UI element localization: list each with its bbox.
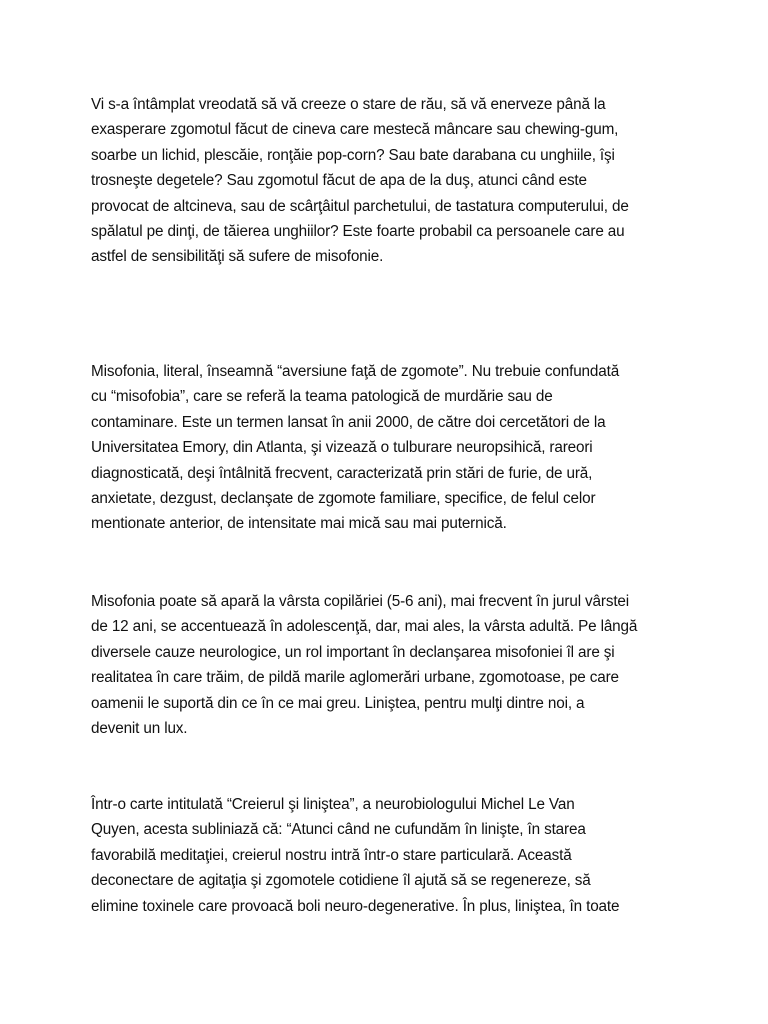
text-line: favorabilă meditaţiei, creierul nostru intră într-o stare particulară. Această: [91, 846, 572, 864]
text-line: deconectare de agitaţia şi zgomotele cotidiene îl ajută să se regenereze, să: [91, 872, 591, 890]
text-line: de 12 ani, se accentuează în adolescenţă, dar, mai ales, la vârsta adultă. Pe lângă: [91, 618, 638, 636]
text-line: Quyen, acesta subliniază că: “Atunci când ne cufundăm în linişte, în starea: [91, 821, 586, 839]
text-line: contaminare. Este un termen lansat în anii 2000, de către doi cercetători de la: [91, 413, 606, 431]
text-line: cu “misofobia”, care se referă la teama patologică de murdărie sau de: [91, 388, 553, 406]
text-line: Într-o carte intitulată “Creierul şi liniştea”, a neurobiologului Michel Le Van: [91, 796, 575, 813]
paragraph-2: [91, 359, 681, 537]
text-line: exasperare zgomotul făcut de cineva care mestecă mâncare sau chewing-gum,: [91, 121, 619, 139]
text-line: oamenii le suportă din ce în ce mai greu. Liniştea, pentru mulţi dintre noi, a: [91, 694, 585, 712]
text-line: realitatea în care trăim, de pildă marile aglomerări urbane, zgomotoase, pe care: [91, 669, 619, 687]
text-line: Universitatea Emory, din Atlanta, şi vizează o tulburare neuropsihică, rareori: [91, 439, 593, 457]
text-line: spălatul pe dinţi, de tăierea unghiilor? Este foarte probabil ca persoanele care au: [91, 223, 625, 241]
text-line: devenit un lux.: [91, 720, 188, 738]
text-line: provocat de altcineva, sau de scârţâitul parchetului, de tastatura computerului, de: [91, 197, 629, 215]
text-line: diagnosticată, deşi întâlnită frecvent, caracterizată prin stări de furie, de ură,: [91, 464, 593, 482]
text-line: mentionate anterior, de intensitate mai mică sau mai puternică.: [91, 515, 507, 533]
text-line: Misofonia poate să apară la vârsta copilăriei (5-6 ani), mai frecvent în jurul vârstei: [91, 593, 630, 610]
text-line: Misofonia, literal, înseamnă “aversiune faţă de zgomote”. Nu trebuie confundată: [91, 363, 620, 380]
paragraph-4: [91, 792, 681, 919]
text-line: trosneşte degetele? Sau zgomotul făcut de apa de la duş, atunci când este: [91, 172, 587, 190]
text-line: astfel de sensibilităţi să sufere de misofonie.: [91, 248, 384, 266]
text-line: anxietate, dezgust, declanşate de zgomote familiare, specifice, de felul celor: [91, 490, 596, 508]
paragraph-3: [91, 589, 681, 741]
text-line: Vi s-a întâmplat vreodată să vă creeze o stare de rău, să vă enerveze până la: [91, 96, 606, 113]
text-line: diversele cauze neurologice, un rol important în declanşarea misofoniei îl are şi: [91, 643, 615, 661]
text-line: soarbe un lichid, plescăie, ronţăie pop-corn? Sau bate darabana cu unghiile, îşi: [91, 146, 615, 164]
paragraph-1: [91, 92, 681, 270]
text-line: elimine toxinele care provoacă boli neuro-degenerative. În plus, liniştea, în toate: [91, 897, 620, 915]
